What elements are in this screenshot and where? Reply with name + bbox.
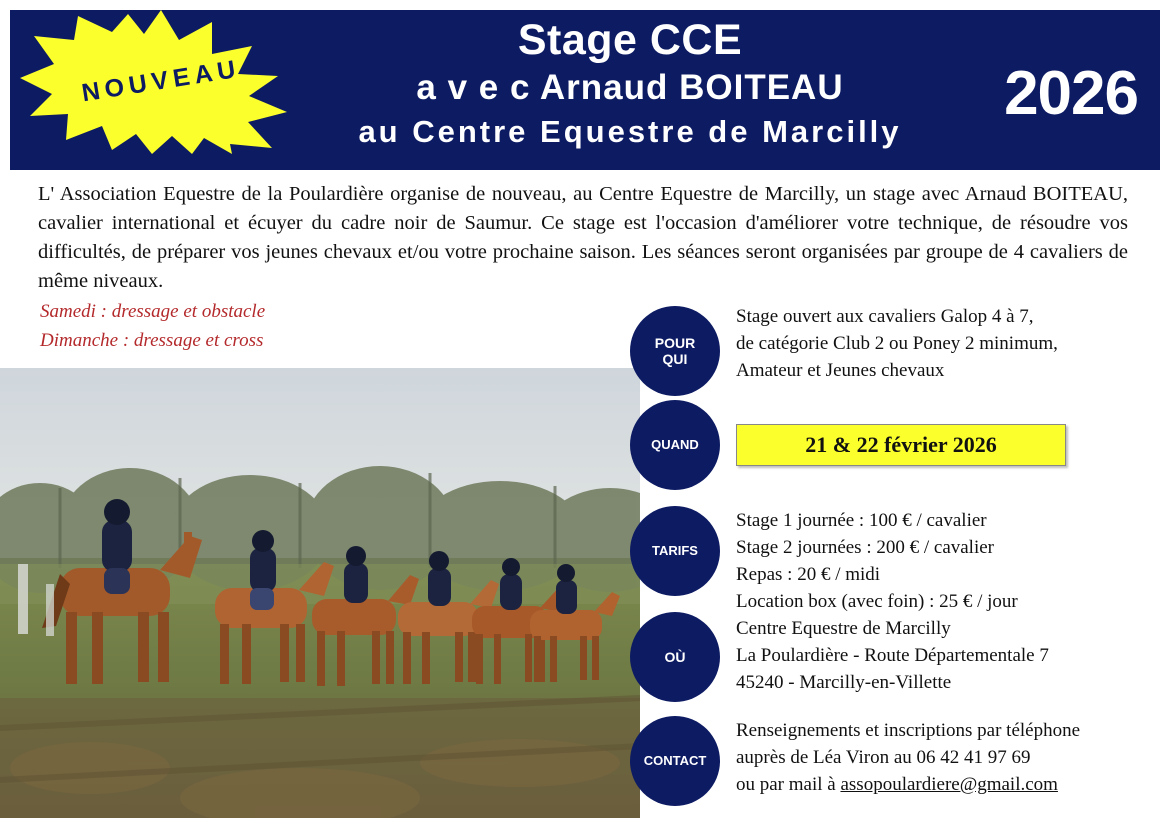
badge-tarifs <box>630 506 720 596</box>
where-line-3: 45240 - Marcilly-en-Villette <box>736 671 952 693</box>
subtitle-instructor: a v e c Arnaud BOITEAU <box>416 68 844 108</box>
contact-text <box>736 718 1080 799</box>
header-titles <box>310 16 950 153</box>
who-line-2: de catégorie Club 2 ou Poney 2 minimum, <box>736 332 1058 354</box>
badge-ou <box>630 612 720 702</box>
price-line-3: Repas : 20 € / midi <box>736 563 881 585</box>
who-line-1: Stage ouvert aux cavaliers Galop 4 à 7, <box>736 306 1034 327</box>
year-label: 2026 <box>1004 59 1138 128</box>
contact-line-1: Renseignements et inscriptions par téléphone <box>736 720 1081 741</box>
starburst-icon <box>16 8 306 154</box>
badge-contact <box>630 716 720 806</box>
event-date-highlight <box>736 424 1066 466</box>
riders-photo <box>0 368 640 818</box>
who-line-3: Amateur et Jeunes chevaux <box>736 359 945 381</box>
badge-quand-label: QUAND <box>651 436 699 452</box>
price-line-1: Stage 1 journée : 100 € / cavalier <box>736 510 987 531</box>
page-title: Stage CCE <box>517 16 743 64</box>
schedule-saturday: Samedi : dressage et obstacle <box>40 301 266 322</box>
contact-line-3 <box>736 772 1080 799</box>
new-badge-label: NOUVEAU <box>79 54 243 107</box>
schedule-sunday: Dimanche : dressage et cross <box>40 329 264 351</box>
where-line-1: Centre Equestre de Marcilly <box>736 618 951 639</box>
subtitle-location: au Centre Equestre de Marcilly <box>358 113 902 149</box>
price-line-4: Location box (avec foin) : 25 € / jour <box>736 590 1018 612</box>
badge-quand <box>630 400 720 490</box>
photo-illustration <box>0 368 640 818</box>
badge-ou-label: OÙ <box>664 648 686 665</box>
who-text <box>736 304 1058 385</box>
intro-paragraph: L' Association Equestre de la Poulardière organise de nouveau, au Centre Equestre de Marcilly, un stage avec Arnaud BOITEAU, cavalier international et écuyer du cadre noir de Saumur. Ce stage est l'occasion d'améliorer votre technique, de résoudre vos difficultés, de préparer vos jeunes chevaux et/ou votre prochaine saison. Les séances seront organisées par groupe de 4 cavaliers de même niveaux. <box>38 183 1128 293</box>
new-starburst <box>16 8 306 154</box>
contact-line-2: auprès de Léa Viron au 06 42 41 97 69 <box>736 746 1031 768</box>
price-line-2: Stage 2 journées : 200 € / cavalier <box>736 536 995 558</box>
badge-pour-qui <box>630 306 720 396</box>
contact-mail-prefix: ou par mail à <box>736 773 841 795</box>
event-date: 21 & 22 février 2026 <box>805 432 997 457</box>
badge-contact-label: CONTACT <box>643 752 707 768</box>
schedule-block <box>40 298 600 355</box>
badge-pour-qui-line2: QUI <box>662 351 688 367</box>
where-line-2: La Poulardière - Route Départementale 7 <box>736 644 1049 666</box>
prices-text <box>736 508 1018 616</box>
contact-email-link[interactable]: assopoulardiere@gmail.com <box>840 773 1058 795</box>
where-text <box>736 616 1049 697</box>
badge-tarifs-label: TARIFS <box>652 542 698 558</box>
badge-pour-qui-line1: POUR <box>654 334 696 351</box>
